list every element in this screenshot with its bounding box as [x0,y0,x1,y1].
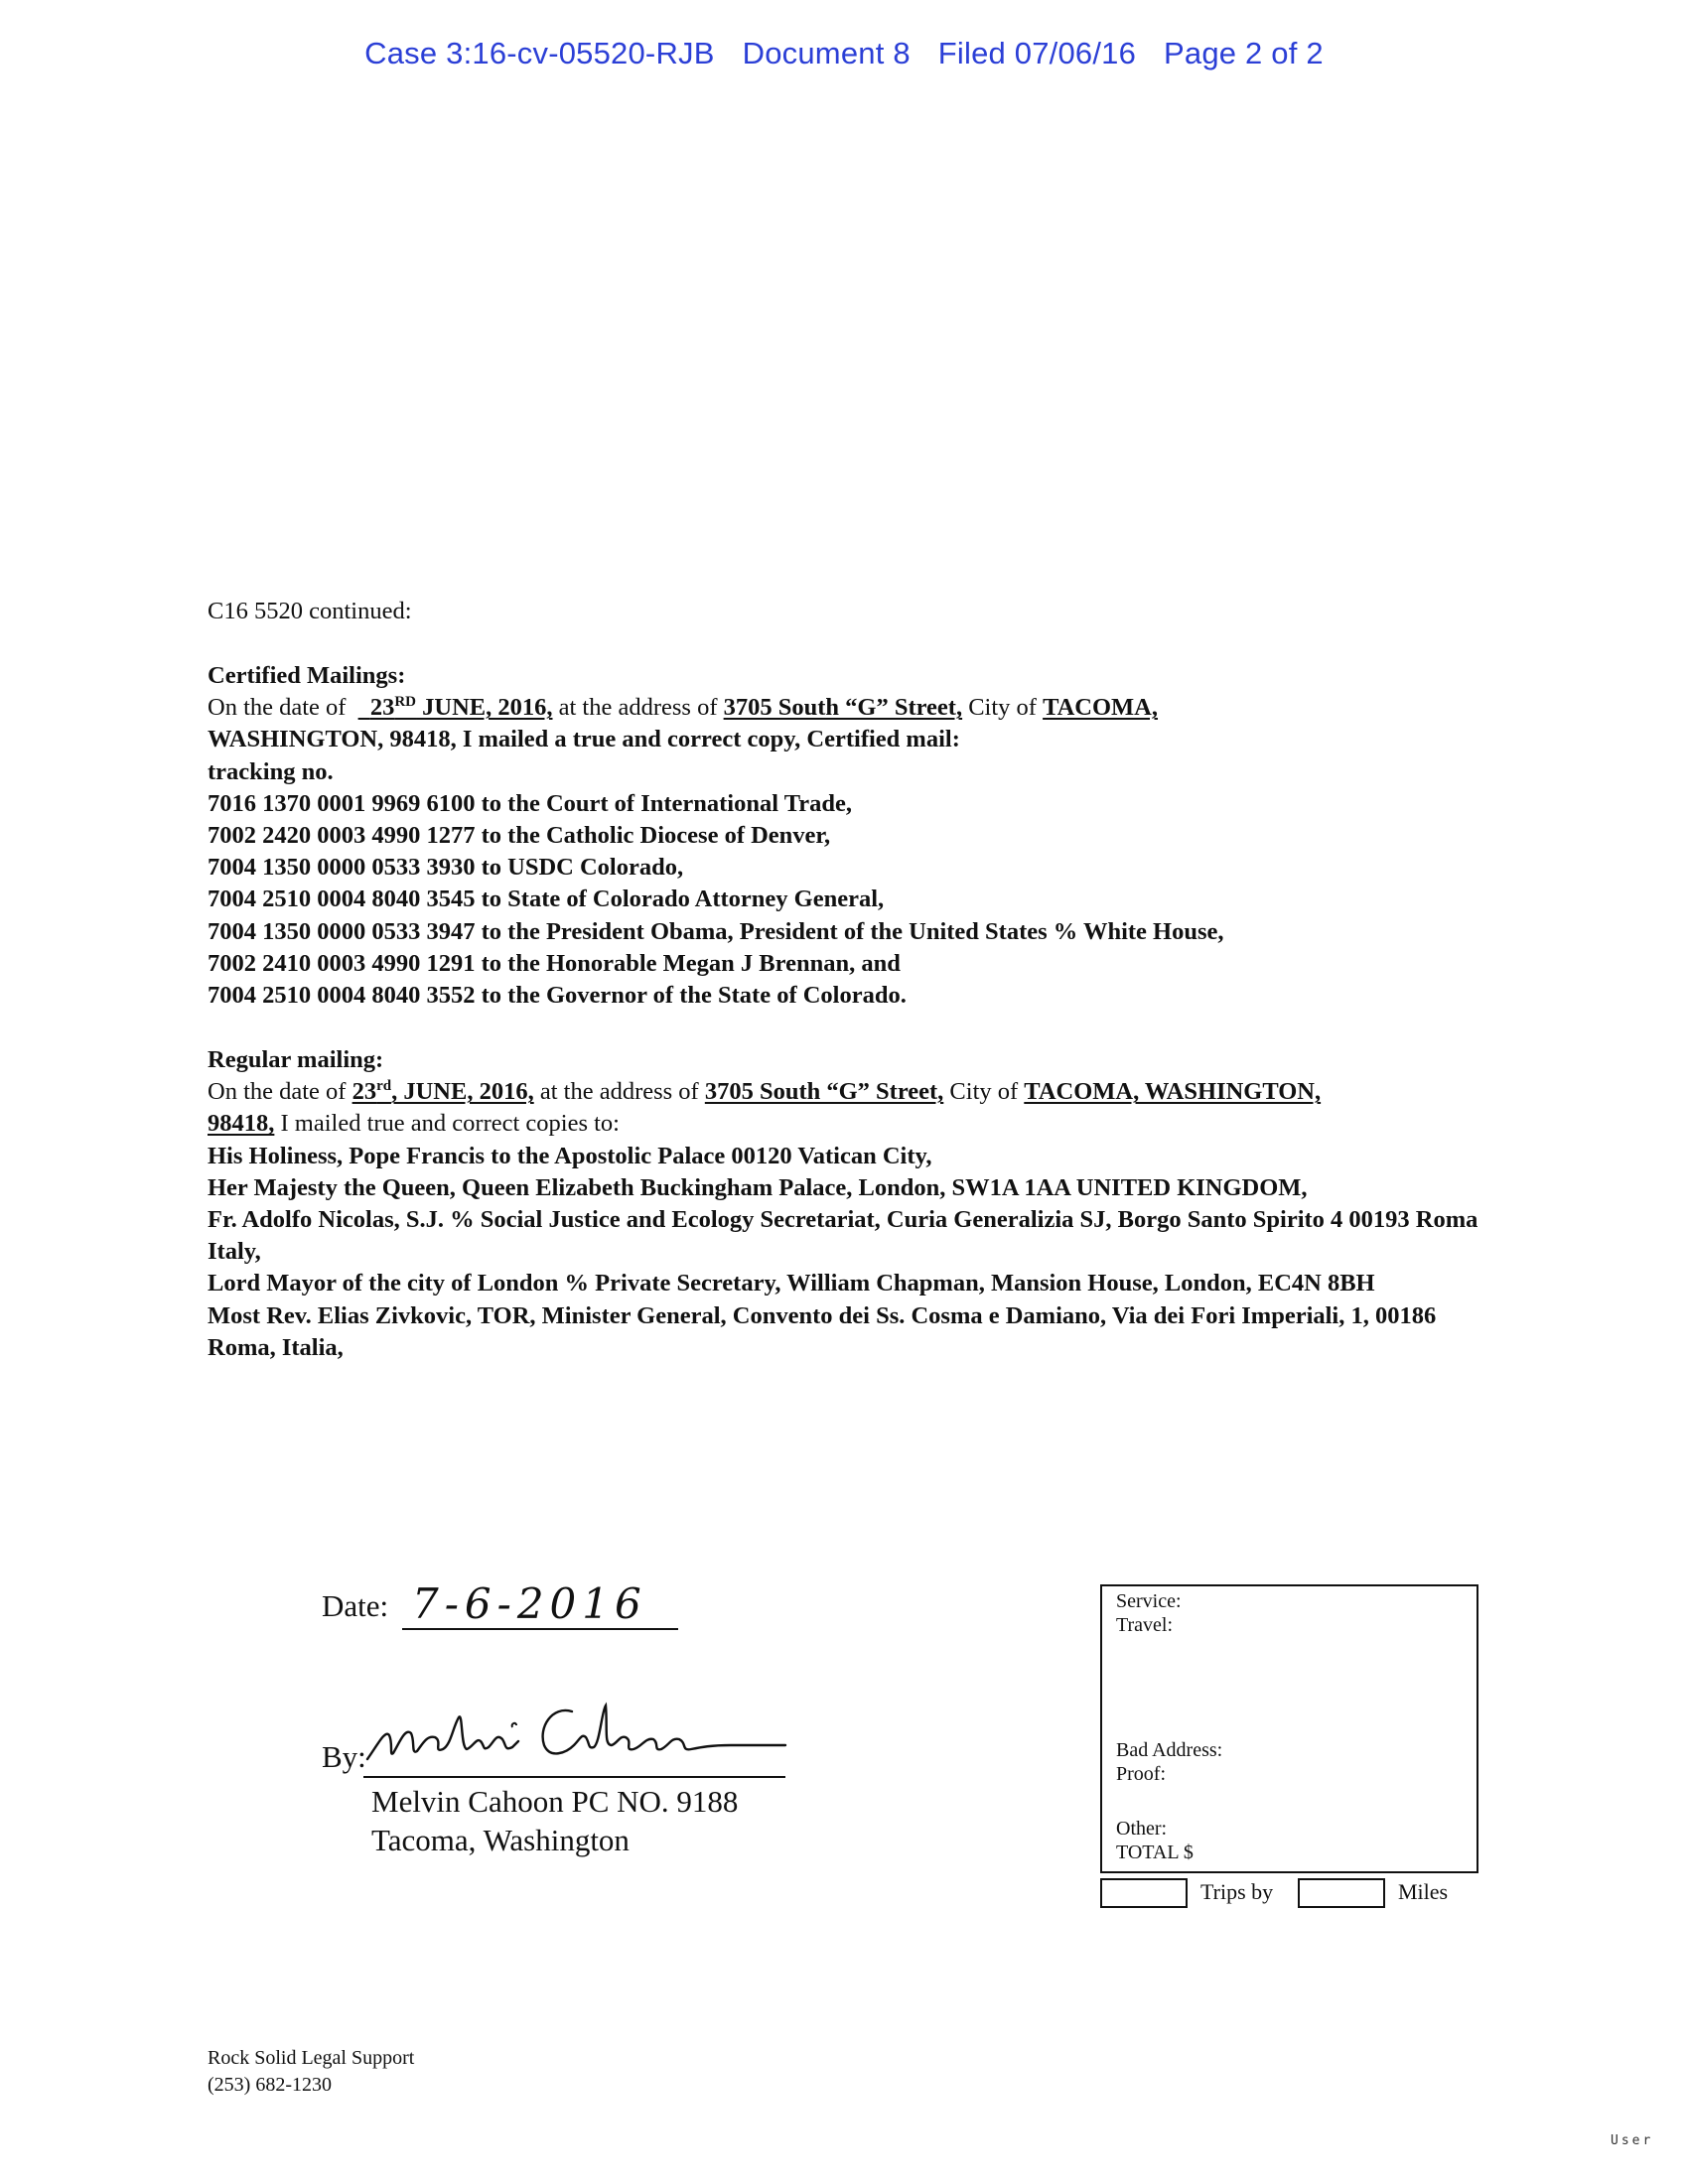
certified-date [358,694,553,721]
certified-item: 7016 1370 0001 9969 6100 to the Court of International Trade, [208,789,852,817]
trips-by-label: Trips by [1200,1879,1274,1904]
certified-date-prefix: On the date of [208,694,347,722]
regular-date-day: 23 [352,1078,377,1106]
page-number: Page 2 of 2 [1164,36,1324,70]
certified-item: 7002 2420 0003 4990 1277 to the Catholic Diocese of Denver, [208,822,831,850]
date-label: Date: [322,1588,389,1623]
regular-section [208,1044,1498,1364]
certified-item: 7002 2410 0003 4990 1291 to the Honorable Megan J Brennan, and [208,949,901,977]
regular-item: Her Majesty the Queen, Queen Elizabeth Buckingham Palace, London, SW1A 1AA UNITED KINGDOM, [208,1173,1308,1201]
certified-item: 7004 1350 0000 0533 3930 to USDC Colorado, [208,854,684,882]
trips-box [1100,1878,1188,1908]
signature-line [363,1776,785,1778]
regular-city-prefix: City of [943,1078,1025,1106]
certified-date-sup: RD [394,694,417,711]
regular-item: His Holiness, Pope Francis to the Apostolic Palace 00120 Vatican City, [208,1142,932,1169]
regular-city: TACOMA, WASHINGTON, [1024,1078,1322,1106]
certified-section [208,660,1498,1012]
regular-line-2 [208,1108,1498,1140]
handwritten-signature [363,1688,790,1779]
certified-date-day: 23 [369,694,395,722]
certified-heading: Certified Mailings: [208,662,406,689]
regular-line-2-rest: I mailed true and correct copies to: [274,1110,620,1138]
certified-address: 3705 South “G” Street, [723,694,963,722]
bad-address-label: Bad Address: [1116,1739,1223,1761]
regular-address: 3705 South “G” Street, [704,1078,944,1106]
regular-item: Lord Mayor of the city of London % Private Secretary, William Chapman, Mansion House, London, EC4N 8BH [208,1270,1375,1297]
service-fee-box [1100,1584,1478,1873]
regular-item: Fr. Adolfo Nicolas, S.J. % Social Justice and Ecology Secretariat, Curia Generalizia SJ, Borgo Santo Spirito 4 00193 Roma Italy, [208,1206,1478,1266]
regular-date [352,1078,534,1105]
handwritten-date: 7-6-2016 [402,1580,678,1630]
certified-line-2: WASHINGTON, 98418, I mailed a true and correct copy, Certified mail: [208,726,960,753]
certified-line-1 [208,692,1498,724]
document-number: Document 8 [742,36,911,70]
regular-address-prefix: at the address of [533,1078,705,1106]
by-label: By: [322,1739,366,1774]
case-number: Case 3:16-cv-05520-RJB [364,36,715,70]
regular-date-sup: rd [376,1078,392,1095]
continued-label: C16 5520 continued: [208,598,412,624]
regular-item: Most Rev. Elias Zivkovic, TOR, Minister General, Convento dei Ss. Cosma e Damiano, Via dei Fori Imperiali, 1, 00186 Roma, Italia, [208,1301,1437,1361]
service-label: Service: [1116,1590,1182,1612]
regular-heading: Regular mailing: [208,1046,384,1073]
travel-label: Travel: [1116,1614,1174,1636]
certified-city-prefix: City of [962,694,1044,722]
case-header [0,36,1688,71]
certified-item: 7004 2510 0004 8040 3552 to the Governor of the State of Colorado. [208,982,907,1010]
certified-city: TACOMA, [1043,694,1159,722]
certified-item: 7004 1350 0000 0533 3947 to the President Obama, President of the United States % White House, [208,917,1224,945]
miles-box [1298,1878,1385,1908]
signer-city: Tacoma, Washington [371,1823,630,1857]
filed-date: Filed 07/06/16 [937,36,1137,70]
signer-block [371,1782,738,1859]
certified-address-prefix: at the address of [552,694,724,722]
regular-zip: 98418, [208,1110,275,1138]
regular-date-rest: , JUNE, 2016, [391,1078,534,1106]
miles-label: Miles [1398,1879,1449,1904]
regular-line-1 [208,1076,1498,1108]
footer-phone: (253) 682-1230 [208,2074,332,2096]
certified-date-rest: JUNE, 2016, [416,694,553,722]
footer [208,2045,414,2099]
signer-name: Melvin Cahoon PC NO. 9188 [371,1784,739,1819]
corner-mark: User [1611,2133,1654,2148]
total-label: TOTAL $ [1116,1842,1194,1863]
other-label: Other: [1116,1818,1168,1840]
regular-date-prefix: On the date of [208,1078,352,1106]
footer-company: Rock Solid Legal Support [208,2047,415,2069]
certified-item: 7004 2510 0004 8040 3545 to State of Colorado Attorney General, [208,886,885,913]
certified-line-3: tracking no. [208,757,334,785]
proof-label: Proof: [1116,1763,1166,1785]
